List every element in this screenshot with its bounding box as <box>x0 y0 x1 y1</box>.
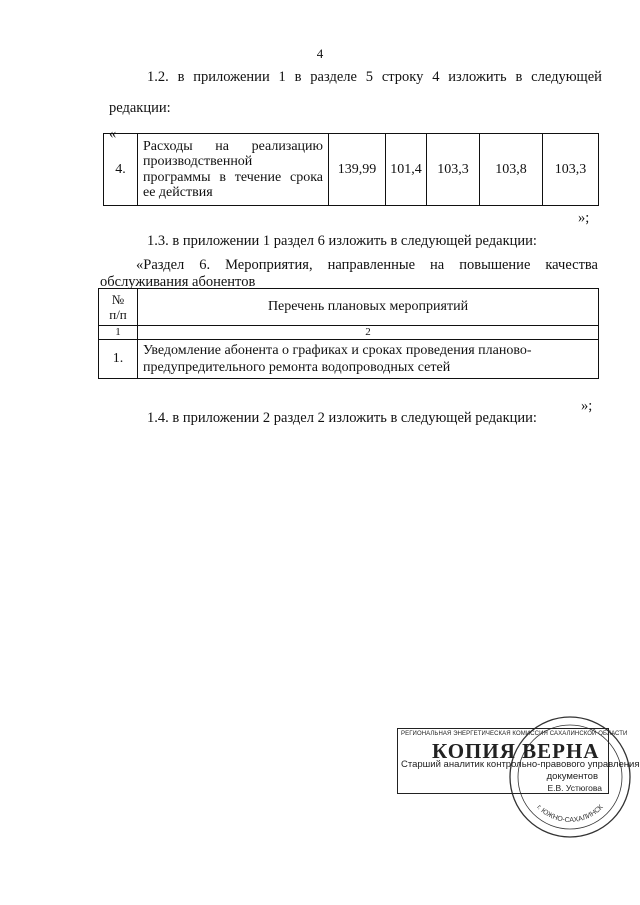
row-number: 4. <box>104 134 138 206</box>
value-cell: 103,8 <box>480 134 543 206</box>
open-quote: « <box>109 126 117 142</box>
expenses-table <box>103 133 599 206</box>
row-text-line: Уведомление абонента о графиках и сроках проведения планово- <box>143 343 532 358</box>
desc-line: Расходы на реализацию <box>143 138 323 154</box>
value-cell: 139,99 <box>329 134 386 206</box>
desc-line: производственной <box>143 154 253 169</box>
section-1-2-line1 <box>147 68 602 86</box>
header-line: п/п <box>109 307 127 322</box>
word: изложить <box>448 69 507 85</box>
word: строку <box>381 69 424 85</box>
stamp-organization: РЕГИОНАЛЬНАЯ ЭНЕРГЕТИЧЕСКАЯ КОМИССИЯ САХАЛИНСКОЙ ОБЛАСТИ <box>401 731 628 737</box>
word: Мероприятия, <box>225 257 313 273</box>
section-6-heading-line2: обслуживания абонентов <box>100 274 256 290</box>
word: качества <box>545 257 598 273</box>
col-number: 1 <box>99 326 138 340</box>
word: в <box>294 69 302 85</box>
table-row <box>104 134 599 206</box>
stamp-title: КОПИЯ ВЕРНА <box>432 739 600 763</box>
word: 4 <box>432 69 440 85</box>
stamp-signer: Е.В. Устюгова <box>547 783 602 793</box>
copy-certification-stamp <box>397 728 640 794</box>
value-cell: 103,3 <box>543 134 599 206</box>
word: 5 <box>365 69 374 85</box>
word: направленные <box>327 257 416 273</box>
table-row <box>99 340 599 379</box>
row-text <box>138 340 599 379</box>
desc-line: программы в течение срока <box>143 169 323 185</box>
row-number: 1. <box>99 340 138 379</box>
word: приложении <box>193 69 270 85</box>
stamp-position: Старший аналитик контрольно-правового управления <box>401 759 640 770</box>
row-description <box>138 134 329 206</box>
value-cell: 103,3 <box>427 134 480 206</box>
section-6-heading-line1 <box>136 256 598 274</box>
word: на <box>430 257 445 273</box>
page-number: 4 <box>316 46 324 61</box>
word: разделе <box>310 69 357 85</box>
section-1-2-line2: редакции: <box>109 100 171 116</box>
value-cell: 101,4 <box>386 134 427 206</box>
stamp-position-cont: документов <box>546 771 598 782</box>
column-numbers-row <box>99 326 599 340</box>
row-text-line: предупредительного ремонта водопроводных сетей <box>143 360 451 375</box>
desc-line: ее действия <box>143 185 213 200</box>
measures-table <box>98 288 599 379</box>
word: «Раздел <box>136 257 185 273</box>
col-number: 2 <box>138 326 599 340</box>
table-header-row <box>99 289 599 326</box>
word: следующей <box>531 69 602 85</box>
word: повышение <box>459 257 531 273</box>
col-number-header <box>99 289 138 326</box>
word: 1 <box>278 69 286 85</box>
word: 6. <box>199 257 211 273</box>
close-quote: »; <box>581 398 593 414</box>
header-line: № <box>111 292 125 307</box>
svg-text:г. ЮЖНО-САХАЛИНСК <box>535 803 605 824</box>
close-quote: »; <box>578 210 590 226</box>
word: в <box>177 69 185 85</box>
seal-city: г. ЮЖНО-САХАЛИНСК <box>535 803 605 825</box>
word: в <box>515 69 523 85</box>
section-1-3-intro: 1.3. в приложении 1 раздел 6 изложить в следующей редакции: <box>147 233 537 249</box>
col-measures-header: Перечень плановых мероприятий <box>138 289 599 326</box>
section-1-4-intro: 1.4. в приложении 2 раздел 2 изложить в следующей редакции: <box>147 410 537 426</box>
word: 1.2. <box>147 69 169 85</box>
